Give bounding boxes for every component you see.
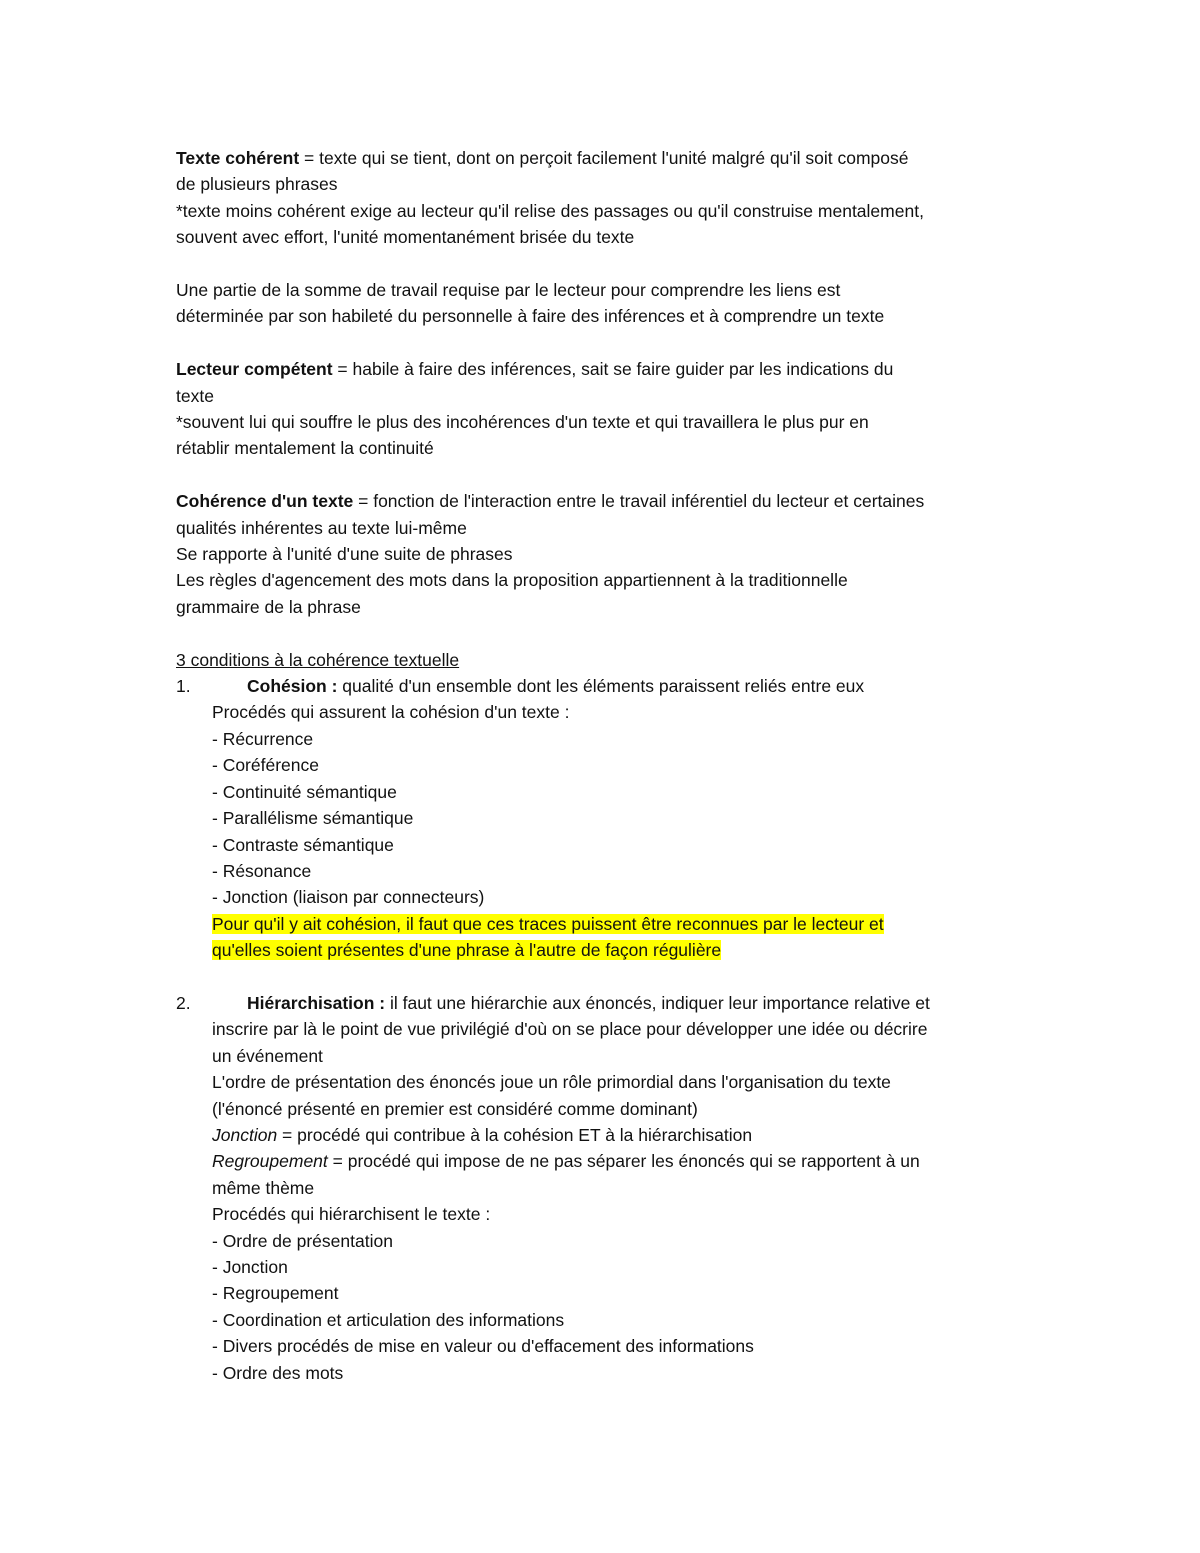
text-coherence-definition [176,488,1036,514]
competent-reader-definition [176,356,1036,382]
list-item: - Continuité sémantique [212,781,397,802]
definition-text: = texte qui se tient, dont on perçoit facilement l'unité malgré qu'il soit composé [299,148,909,168]
list-number: 1. [176,676,191,697]
paragraph-gap [176,964,1036,990]
term-texte-coherent: Texte cohérent [176,148,300,168]
highlighted-note [212,911,1036,937]
list-item: - Jonction (liaison par connecteurs) [212,887,485,908]
definition-text: = fonction de l'interaction entre le travail inférentiel du lecteur et certaines [353,491,925,512]
condition-item-cohesion [176,673,1036,699]
conditions-heading: 3 conditions à la cohérence textuelle [176,649,460,670]
document-body [176,145,1036,1386]
list-item: - Coordination et articulation des informations [212,1309,565,1330]
term-hierarchisation: Hiérarchisation : [247,992,386,1013]
list-item: - Récurrence [212,728,314,749]
procedures-label: Procédés qui hiérarchisent le texte : [212,1204,491,1225]
text-line: même thème [212,1177,315,1198]
text-line: *souvent lui qui souffre le plus des incohérences d'un texte et qui travaillera le plus pur en [176,412,869,433]
paragraph-gap [176,620,1036,646]
definition-text: = procédé qui impose de ne pas séparer les énoncés qui se rapportent à un [327,1151,920,1172]
list-number: 2. [176,992,191,1013]
list-item: - Parallélisme sémantique [212,808,414,829]
list-item: - Coréférence [212,755,319,776]
list-item: - Jonction [212,1256,288,1277]
regroupement-definition [212,1148,1036,1174]
definition-text: = habile à faire des inférences, sait se faire guider par les indications du [332,359,894,380]
paragraph-gap [176,462,1036,488]
text-line: texte [176,385,214,406]
term-lecteur-competent: Lecteur compétent [176,359,333,380]
list-item: - Ordre des mots [212,1362,344,1383]
text-line: inscrire par là le point de vue privilégié d'où on se place pour développer une idée ou décrire [212,1019,928,1040]
highlight-text: Pour qu'il y ait cohésion, il faut que ces traces puissent être reconnues par le lecteur et [212,913,884,934]
text-line: *texte moins cohérent exige au lecteur qu'il relise des passages ou qu'il construise mentalement, [176,200,924,221]
list-item: - Résonance [212,860,312,881]
coherent-text-definition [176,145,1036,171]
text-line: (l'énoncé présenté en premier est considéré comme dominant) [212,1098,698,1119]
definition-text: = procédé qui contribue à la cohésion ET à la hiérarchisation [277,1124,753,1145]
text-line: souvent avec effort, l'unité momentanément brisée du texte [176,227,635,248]
list-item: - Contraste sémantique [212,834,394,855]
procedures-label: Procédés qui assurent la cohésion d'un texte : [212,702,570,723]
term-coherence-texte: Cohérence d'un texte [176,491,354,512]
text-line: déterminée par son habileté du personnelle à faire des inférences et à comprendre un texte [176,306,885,327]
text-line: grammaire de la phrase [176,596,361,617]
list-item: - Ordre de présentation [212,1230,393,1251]
text-line: Une partie de la somme de travail requise par le lecteur pour comprendre les liens est [176,280,841,301]
text-line: un événement [212,1045,323,1066]
text-line: rétablir mentalement la continuité [176,438,434,459]
highlighted-note [212,937,1036,963]
definition-text: qualité d'un ensemble dont les éléments paraissent reliés entre eux [337,676,865,697]
definition-text: il faut une hiérarchie aux énoncés, indiquer leur importance relative et [385,992,930,1013]
list-item: - Regroupement [212,1283,339,1304]
text-line: qualités inhérentes au texte lui-même [176,517,467,538]
highlight-text: qu'elles soient présentes d'une phrase à l'autre de façon régulière [212,940,722,961]
paragraph-gap [176,330,1036,356]
condition-item-hierarchisation [176,990,1036,1016]
term-regroupement: Regroupement [212,1151,328,1172]
text-line: Se rapporte à l'unité d'une suite de phrases [176,544,513,565]
text-line: L'ordre de présentation des énoncés joue un rôle primordial dans l'organisation du texte [212,1072,891,1093]
term-cohesion: Cohésion : [247,676,338,697]
text-line: Les règles d'agencement des mots dans la proposition appartiennent à la traditionnelle [176,570,848,591]
paragraph-gap [176,251,1036,277]
list-item: - Divers procédés de mise en valeur ou d'effacement des informations [212,1336,754,1357]
jonction-definition [212,1122,1036,1148]
term-jonction: Jonction [212,1124,278,1145]
text-line: de plusieurs phrases [176,174,338,195]
